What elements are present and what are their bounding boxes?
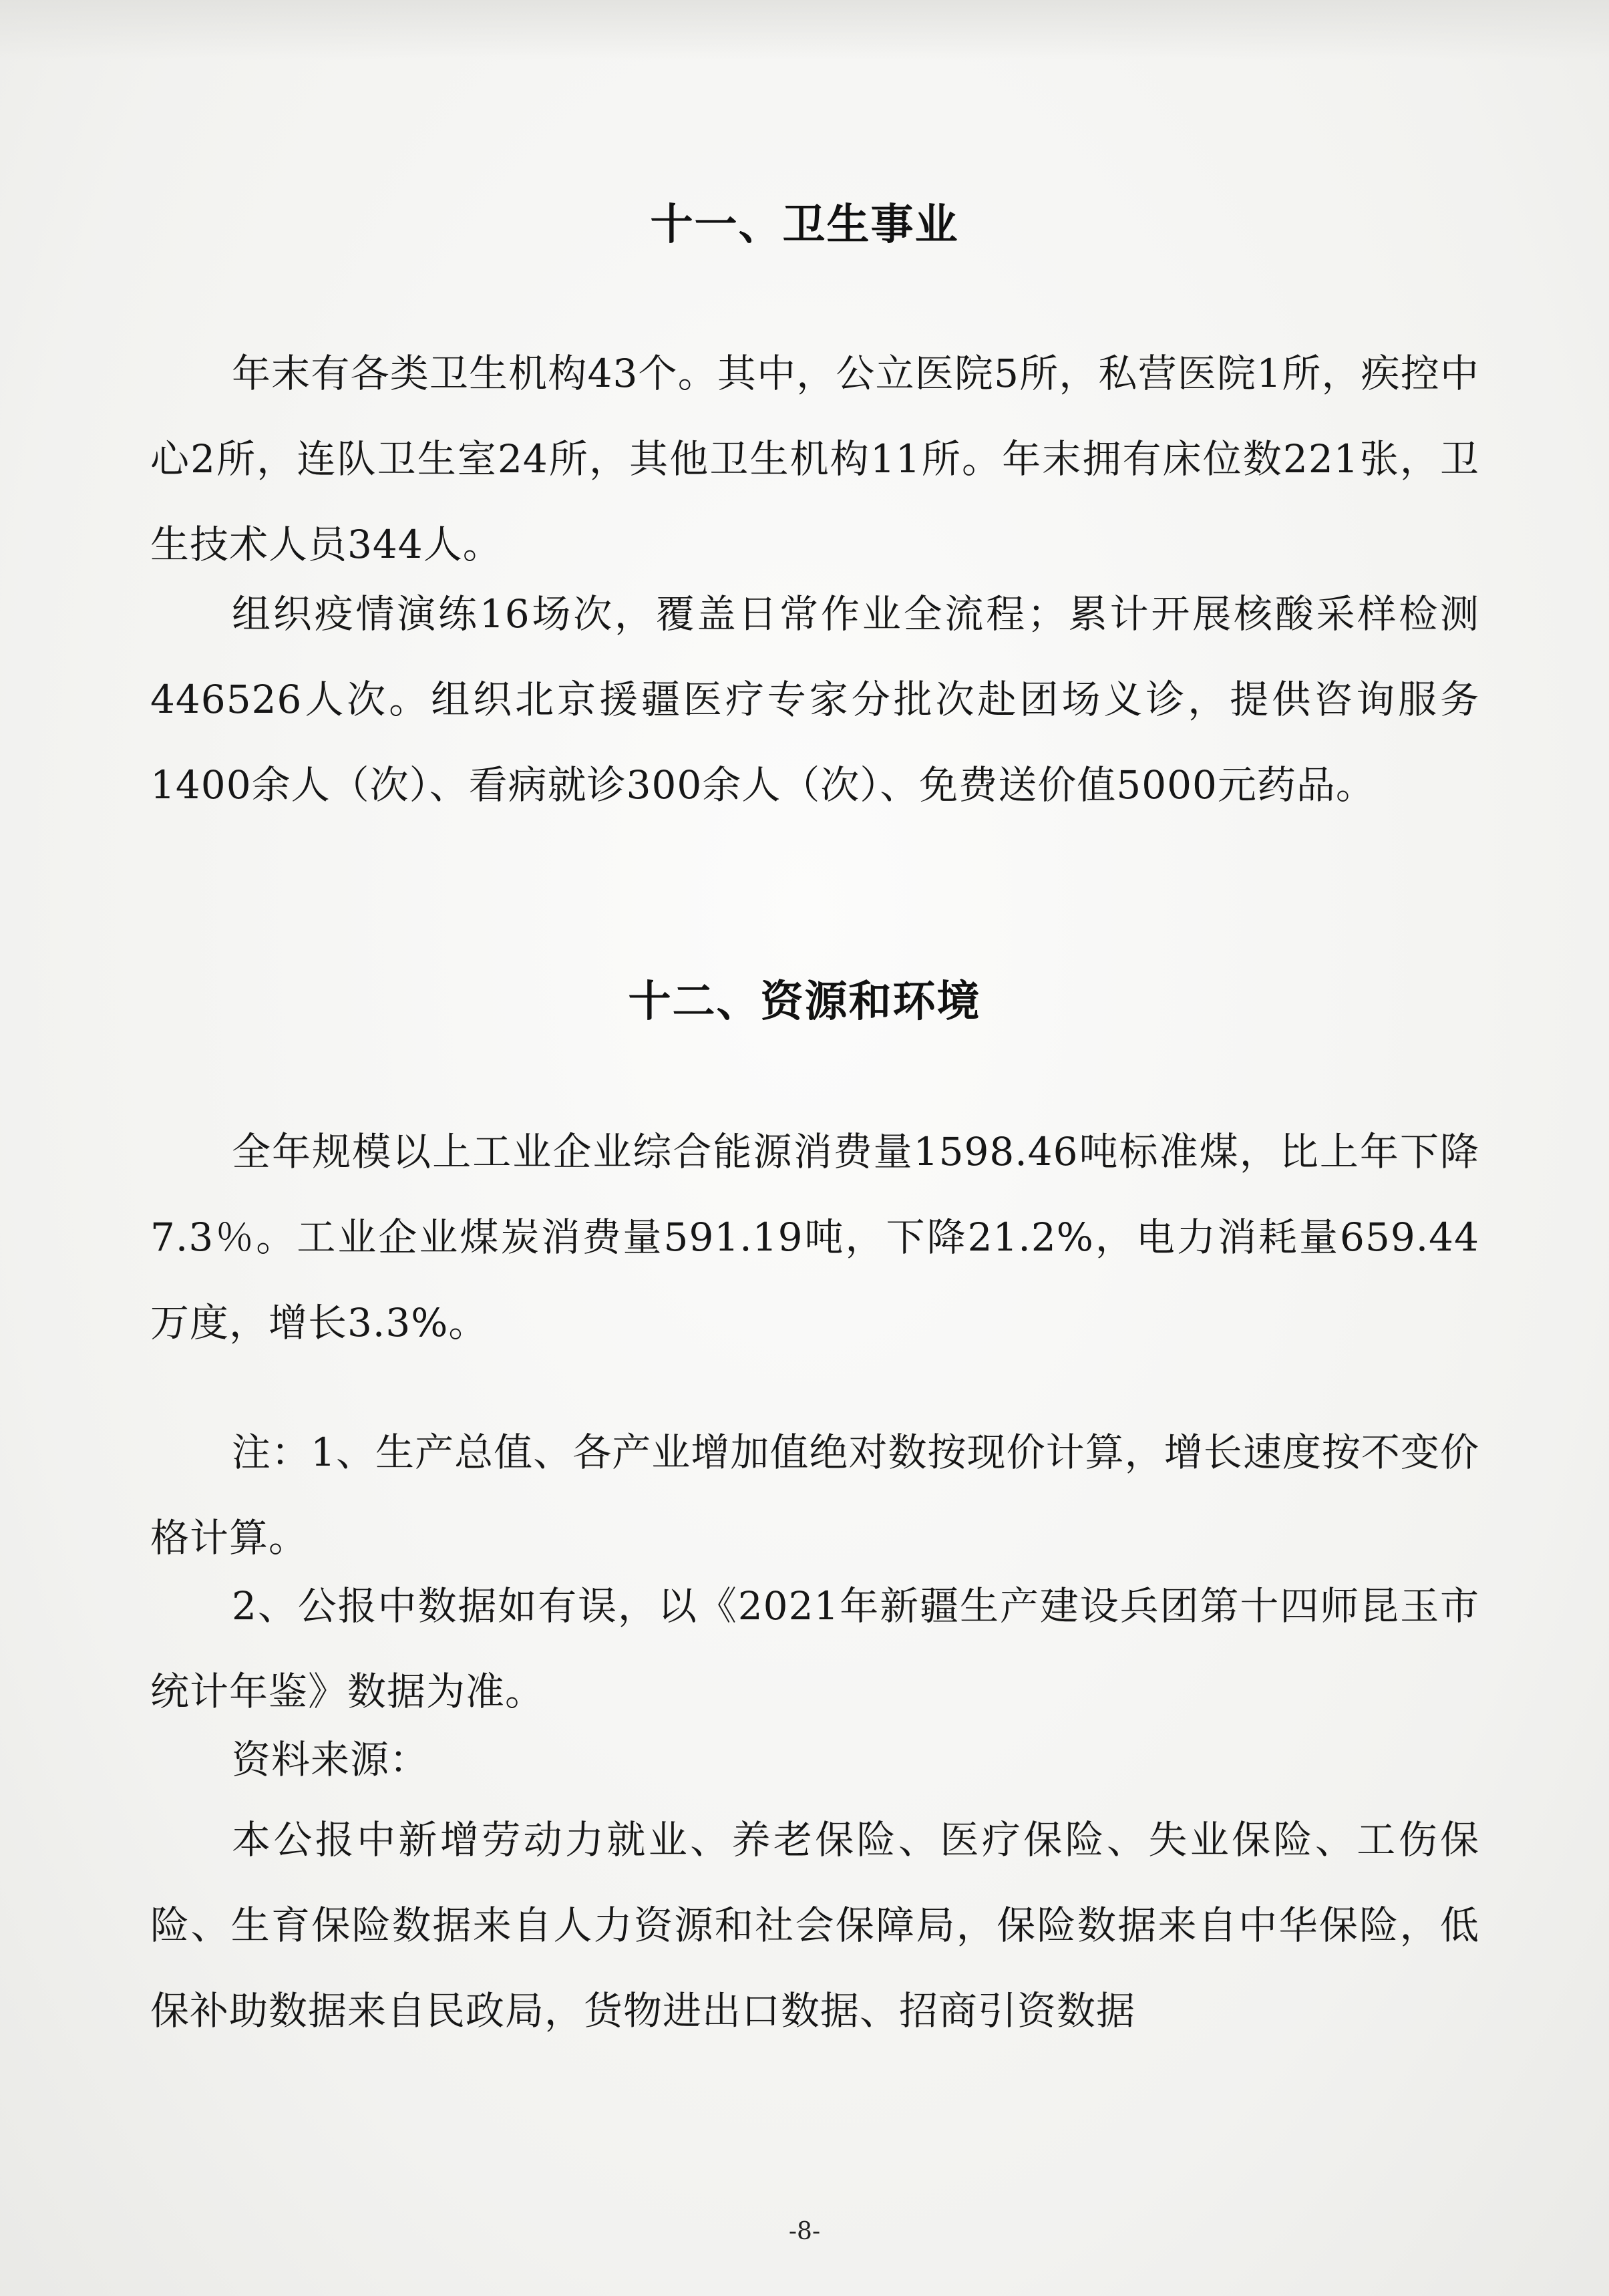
note-2: 2、公报中数据如有误，以《2021年新疆生产建设兵团第十四师昆玉市统计年鉴》数据为准。: [150, 1583, 1479, 1714]
source-paragraph: 本公报中新增劳动力就业、养老保险、医疗保险、失业保险、工伤保险、生育保险数据来自人力资源和社会保障局，保险数据来自中华保险，低保补助数据来自民政局，货物进出口数据、招商引资数据: [150, 1817, 1479, 2033]
note-1: 注：1、生产总值、各产业增加值绝对数按现价计算，增长速度按不变价格计算。: [150, 1430, 1479, 1561]
section-11-paragraph-1: 年末有各类卫生机构43个。其中，公立医院5所，私营医院1所，疾控中心2所，连队卫生室24所，其他卫生机构11所。年末拥有床位数221张，卫生技术人员344人。: [150, 351, 1479, 567]
page-number: -8-: [788, 2218, 821, 2245]
section-12-paragraph-1: 全年规模以上工业企业综合能源消费量1598.46吨标准煤，比上年下降7.3％。工业企业煤炭消费量591.19吨，下降21.2%，电力消耗量659.44万度，增长3.3%。: [150, 1129, 1479, 1345]
section-12-heading: 十二、资源和环境: [628, 977, 981, 1027]
scan-shadow: [0, 0, 1609, 60]
section-11-paragraph-2: 组织疫情演练16场次，覆盖日常作业全流程；累计开展核酸采样检测446526人次。组织北京援疆医疗专家分批次赴团场义诊，提供咨询服务1400余人（次）、看病就诊300余人（次）、免费送价值5000元药品。: [150, 591, 1479, 808]
source-label: 资料来源：: [232, 1737, 429, 1782]
section-11-heading: 十一、卫生事业: [650, 200, 959, 250]
